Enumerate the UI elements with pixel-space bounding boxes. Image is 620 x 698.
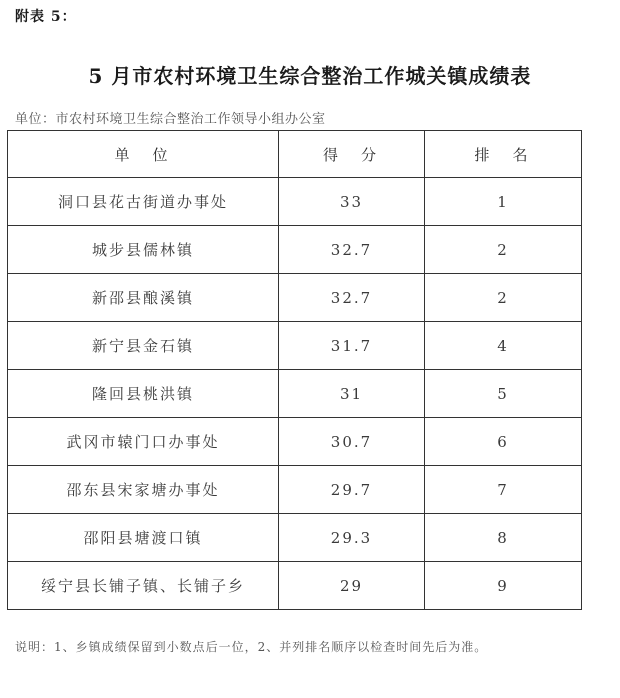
table-row: [8, 178, 582, 226]
cell-score: 32.7: [279, 226, 425, 274]
cell-rank: 6: [425, 418, 582, 466]
score-table: [7, 130, 582, 610]
cell-unit: 邵东县宋家塘办事处: [8, 466, 279, 514]
cell-rank: 2: [425, 226, 582, 274]
cell-unit: 洞口县花古街道办事处: [8, 178, 279, 226]
cell-rank: 4: [425, 322, 582, 370]
cell-rank: 1: [425, 178, 582, 226]
table-row: [8, 226, 582, 274]
issuing-unit: 单位：市农村环境卫生综合整治工作领导小组办公室: [15, 112, 326, 127]
cell-score: 29: [279, 562, 425, 610]
table-row: [8, 418, 582, 466]
cell-score: 33: [279, 178, 425, 226]
cell-unit: 武冈市辕门口办事处: [8, 418, 279, 466]
cell-unit: 城步县儒林镇: [8, 226, 279, 274]
cell-score: 32.7: [279, 274, 425, 322]
cell-unit: 新宁县金石镇: [8, 322, 279, 370]
column-header-rank: 排 名: [425, 131, 582, 178]
cell-rank: 7: [425, 466, 582, 514]
column-header-score: 得 分: [279, 131, 425, 178]
cell-rank: 9: [425, 562, 582, 610]
cell-score: 29.7: [279, 466, 425, 514]
page-title: 5 月市农村环境卫生综合整治工作城关镇成绩表: [88, 64, 532, 88]
cell-score: 31: [279, 370, 425, 418]
table-row: [8, 322, 582, 370]
cell-unit: 隆回县桃洪镇: [8, 370, 279, 418]
cell-rank: 2: [425, 274, 582, 322]
table-header-row: [8, 131, 582, 178]
cell-unit: 绥宁县长铺子镇、长铺子乡: [8, 562, 279, 610]
table-row: [8, 370, 582, 418]
footnote: 说明：1、乡镇成绩保留到小数点后一位，2、并列排名顺序以检查时间先后为准。: [15, 640, 488, 654]
cell-score: 30.7: [279, 418, 425, 466]
cell-rank: 5: [425, 370, 582, 418]
cell-unit: 邵阳县塘渡口镇: [8, 514, 279, 562]
table-row: [8, 466, 582, 514]
cell-score: 31.7: [279, 322, 425, 370]
cell-unit: 新邵县酿溪镇: [8, 274, 279, 322]
table-row: [8, 274, 582, 322]
cell-rank: 8: [425, 514, 582, 562]
cell-score: 29.3: [279, 514, 425, 562]
attachment-label: 附表 5：: [15, 9, 77, 25]
table-row: [8, 514, 582, 562]
table-row: [8, 562, 582, 610]
column-header-unit: 单 位: [8, 131, 279, 178]
